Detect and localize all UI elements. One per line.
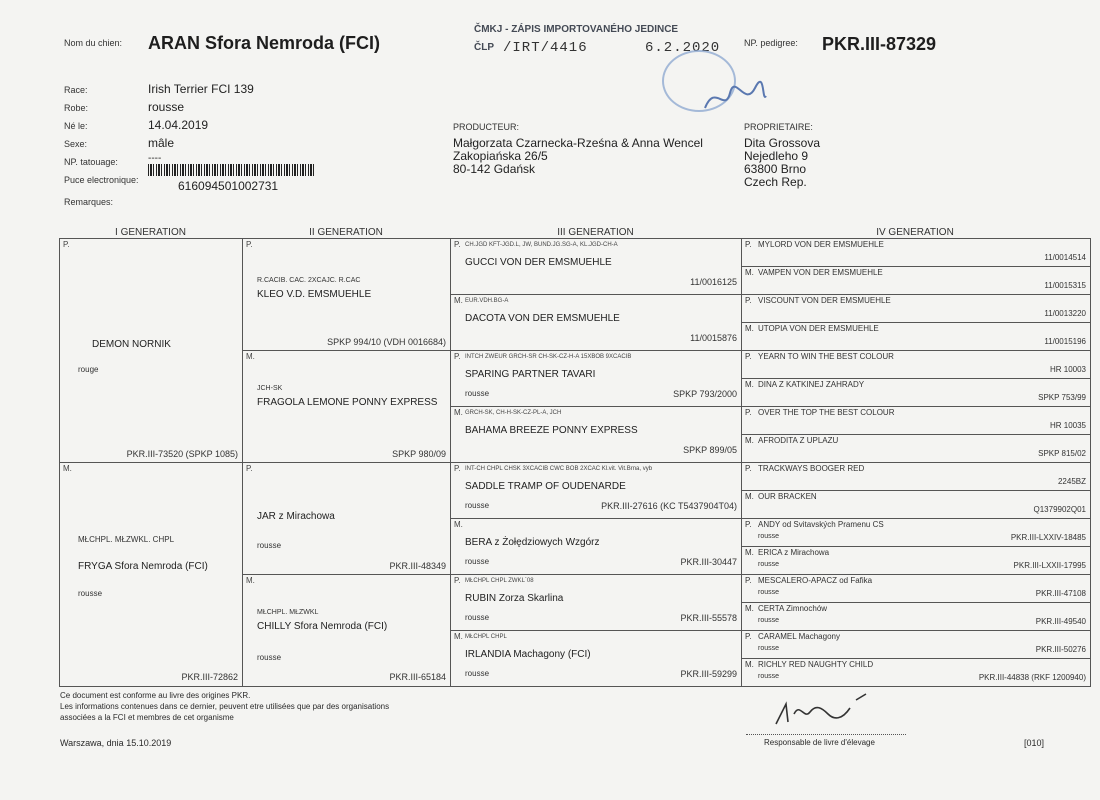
gen3-titles: INTCH ZWEUR GRCH-SR CH-SK-CZ-H-A 15XBOB 9XCACIB — [465, 354, 632, 360]
gen3-tag: M. — [454, 408, 463, 417]
gen4-name: UTOPIA VON DER EMSMUEHLE — [758, 324, 879, 333]
gen3-titles: EUR.VDH.BG-A — [465, 298, 509, 304]
gen3-titles: MŁCHPL CHPL ZWKL`08 — [465, 578, 534, 584]
gen3-color: rousse — [465, 557, 490, 566]
gen4-reg: Q1379902Q01 — [1033, 505, 1086, 514]
gen1-dam-titles: MŁCHPL. MŁZWKL. CHPL — [78, 535, 175, 544]
chip-value: 616094501002731 — [178, 179, 279, 193]
gen1-dam-reg: PKR.III-72862 — [181, 672, 238, 682]
gen3-titles: GRCH-SK, CH-H-SK-CZ-PL-A, JCH — [465, 410, 562, 416]
gen3-titles: INT-CH CHPL CHSK 3XCACIB CWC BOB 2XCAC Kl.vit. Vit.Brna, vyb — [465, 466, 653, 472]
document-code: [010] — [1024, 738, 1045, 748]
gen3-reg: SPKP 899/05 — [683, 445, 737, 455]
gen2-name: CHILLY Sfora Nemroda (FCI) — [257, 621, 388, 632]
gen4-color: rousse — [758, 673, 780, 680]
gen4-name: TRACKWAYS BOOGER RED — [758, 464, 865, 473]
gen4-ancestor — [742, 659, 1090, 686]
owner-line4: Czech Rep. — [744, 175, 807, 189]
gen4-name: CERTA Zimnochów — [758, 604, 828, 613]
barcode-icon — [148, 164, 316, 176]
gen1-dam-color: rousse — [78, 589, 103, 598]
gen3-name: DACOTA VON DER EMSMUEHLE — [465, 313, 620, 324]
gen3-tag: P. — [454, 464, 461, 473]
gen4-tag: P. — [745, 464, 752, 473]
robe-label: Robe: — [64, 103, 89, 113]
generation-header: I GENERATION — [115, 227, 186, 238]
gen3-ancestor — [451, 575, 742, 631]
gen4-tag: P. — [745, 576, 752, 585]
gen2-tag: M. — [246, 352, 255, 361]
gen1-sire — [60, 239, 243, 463]
gen4-ancestor — [742, 379, 1090, 407]
producer-label: PRODUCTEUR: — [453, 122, 520, 132]
generation-header: IV GENERATION — [876, 227, 954, 238]
gen4-tag: P. — [745, 296, 752, 305]
gen2-name: JAR z Mirachowa — [257, 511, 335, 522]
footer-line2: Les informations contenues dans ce dernier, peuvent etre utilisées que par des organisations — [60, 702, 390, 711]
gen3-reg: PKR.III-59299 — [680, 669, 737, 679]
chip-label: Puce electronique: — [64, 175, 139, 185]
gen4-name: MESCALERO-APACZ od Fafika — [758, 576, 873, 585]
gen1-dam-name: FRYGA Sfora Nemroda (FCI) — [78, 561, 208, 572]
gen3-color: rousse — [465, 389, 490, 398]
gen4-ancestor — [742, 323, 1090, 351]
pedigree-label: NP. pedigree: — [744, 38, 798, 48]
import-date: 6.2.2020 — [645, 40, 721, 56]
gen2-titles: JCH-SK — [257, 385, 283, 392]
owner-line2: Nejedleho 9 — [744, 149, 809, 163]
gen3-tag: M. — [454, 296, 463, 305]
gen3-titles: CH.JGD KFT-JGD.L, JW, BUND.JG.SG-A, KL.JGD-CH-A — [465, 242, 618, 248]
gen3-ancestor — [451, 295, 742, 351]
sex-value: mâle — [148, 136, 175, 150]
gen3-ancestor — [451, 463, 742, 519]
gen2-tag: M. — [246, 576, 255, 585]
sex-label: Sexe: — [64, 139, 88, 149]
gen2-titles: R.CACIB. CAC. 2XCAJC. R.CAC — [257, 277, 361, 284]
gen4-reg: PKR.III-LXXIV-18485 — [1010, 533, 1086, 542]
footer-line1: Ce document est conforme au livre des origines PKR. — [60, 691, 251, 700]
gen4-tag: P. — [745, 520, 752, 529]
gen2-tag: P. — [246, 464, 253, 473]
gen3-reg: PKR.III-30447 — [680, 557, 737, 567]
gen4-tag: M. — [745, 604, 754, 613]
gen2-tag: P. — [246, 240, 253, 249]
generation-header: III GENERATION — [557, 227, 634, 238]
gen4-reg: PKR.III-47108 — [1035, 589, 1086, 598]
gen2-reg: PKR.III-65184 — [389, 672, 446, 682]
gen4-color: rousse — [758, 561, 780, 568]
handwritten-signature-icon — [770, 690, 880, 732]
gen4-name: MYLORD VON DER EMSMUEHLE — [758, 240, 884, 249]
gen4-reg: 11/0014514 — [1044, 253, 1086, 262]
gen4-ancestor — [742, 351, 1090, 379]
gen4-ancestor — [742, 631, 1090, 659]
gen4-name: VAMPEN VON DER EMSMUEHLE — [758, 268, 883, 277]
gen4-tag: M. — [745, 548, 754, 557]
gen3-color: rousse — [465, 669, 490, 678]
gen3-name: SPARING PARTNER TAVARI — [465, 369, 596, 380]
gen3-name: GUCCI VON DER EMSMUEHLE — [465, 257, 612, 268]
gen3-reg: PKR.III-55578 — [680, 613, 737, 623]
footer-line3: associées a la FCI et membres de cet organisme — [60, 713, 234, 722]
gen3-name: IRLANDIA Machagony (FCI) — [465, 649, 591, 660]
gen4-reg: PKR.III-50276 — [1035, 645, 1086, 654]
gen4-name: CARAMEL Machagony — [758, 632, 840, 641]
gen2-reg: SPKP 980/09 — [392, 449, 446, 459]
race-value: Irish Terrier FCI 139 — [148, 82, 254, 96]
gen4-tag: M. — [745, 660, 754, 669]
gen4-ancestor — [742, 491, 1090, 519]
gen2-ancestor — [243, 463, 451, 575]
gen3-color: rousse — [465, 613, 490, 622]
gen2-name: FRAGOLA LEMONE PONNY EXPRESS — [257, 397, 438, 408]
place-date: Warszawa, dnia 15.10.2019 — [60, 738, 172, 748]
import-number: /IRT/4416 — [503, 40, 588, 56]
pedigree-table — [59, 238, 1091, 687]
producer-line2: Zakopiańska 26/5 — [453, 149, 548, 163]
gen3-reg: 11/0015876 — [690, 333, 737, 343]
gen4-ancestor — [742, 463, 1090, 491]
gen4-color: rousse — [758, 533, 780, 540]
import-prefix: ČLP — [474, 42, 494, 53]
gen3-color: rousse — [465, 501, 490, 510]
generation-header: II GENERATION — [309, 227, 383, 238]
gen4-ancestor — [742, 519, 1090, 547]
gen4-name: ERICA z Mirachowa — [758, 548, 830, 557]
gen4-tag: M. — [745, 324, 754, 333]
robe-value: rousse — [148, 100, 185, 114]
race-label: Race: — [64, 85, 88, 95]
gen4-ancestor — [742, 239, 1090, 267]
gen4-ancestor — [742, 575, 1090, 603]
owner-line3: 63800 Brno — [744, 162, 807, 176]
gen4-ancestor — [742, 407, 1090, 435]
owner-line1: Dita Grossova — [744, 136, 821, 150]
gen3-name: SADDLE TRAMP OF OUDENARDE — [465, 481, 626, 492]
tattoo-label: NP. tatouage: — [64, 157, 118, 167]
gen4-name: OUR BRACKEN — [758, 492, 817, 501]
gen3-name: RUBIN Zorza Skarlina — [465, 593, 564, 604]
gen4-tag: M. — [745, 380, 754, 389]
gen4-ancestor — [742, 267, 1090, 295]
gen1-sire-name: DEMON NORNIK — [92, 339, 171, 350]
gen3-titles: MŁCHPL CHPL — [465, 634, 507, 640]
producer-line3: 80-142 Gdańsk — [453, 162, 536, 176]
gen4-color: rousse — [758, 589, 780, 596]
remarks-label: Remarques: — [64, 197, 114, 207]
gen3-ancestor — [451, 631, 742, 686]
gen3-reg: 11/0016125 — [690, 277, 737, 287]
born-label: Né le: — [64, 121, 88, 131]
owner-label: PROPRIETAIRE: — [744, 122, 813, 132]
gen4-ancestor — [742, 547, 1090, 575]
gen2-reg: PKR.III-48349 — [389, 561, 446, 571]
born-value: 14.04.2019 — [148, 118, 209, 132]
gen4-name: ANDY od Svitavských Pramenu CS — [758, 520, 884, 529]
gen4-tag: P. — [745, 632, 752, 641]
gen3-tag: P. — [454, 240, 461, 249]
gen4-reg: PKR.III-49540 — [1035, 617, 1086, 626]
gen4-reg: HR 10003 — [1049, 365, 1086, 374]
signature-label: Responsable de livre d'élevage — [764, 738, 875, 747]
gen4-reg: SPKP 753/99 — [1038, 393, 1086, 402]
gen2-reg: SPKP 994/10 (VDH 0016684) — [327, 337, 446, 347]
gen4-reg: 11/0013220 — [1044, 309, 1086, 318]
gen1-tag: P. — [63, 240, 70, 249]
gen2-ancestor — [243, 575, 451, 686]
signature-line — [746, 734, 906, 735]
gen4-reg: SPKP 815/02 — [1038, 449, 1086, 458]
gen4-tag: P. — [745, 408, 752, 417]
pedigree-number: PKR.III-87329 — [822, 34, 937, 54]
gen2-color: rousse — [257, 653, 282, 662]
gen4-name: VISCOUNT VON DER EMSMUEHLE — [758, 296, 891, 305]
import-title: ČMKJ - ZÁPIS IMPORTOVANÉHO JEDINCE — [474, 24, 679, 35]
gen4-tag: M. — [745, 492, 754, 501]
gen4-reg: PKR.III-LXXII-17995 — [1013, 561, 1086, 570]
gen2-name: KLEO V.D. EMSMUEHLE — [257, 289, 372, 300]
signature-icon — [700, 78, 770, 118]
gen3-ancestor — [451, 407, 742, 463]
gen3-tag: M. — [454, 520, 463, 529]
tattoo-value: ---- — [148, 153, 162, 164]
gen4-tag: P. — [745, 240, 752, 249]
gen4-reg: 11/0015196 — [1044, 337, 1086, 346]
gen3-ancestor — [451, 351, 742, 407]
gen3-tag: P. — [454, 352, 461, 361]
gen1-sire-color: rouge — [78, 365, 99, 374]
gen3-ancestor — [451, 239, 742, 295]
gen4-ancestor — [742, 435, 1090, 463]
gen1-sire-reg: PKR.III-73520 (SPKP 1085) — [126, 449, 238, 459]
gen4-name: YEARN TO WIN THE BEST COLOUR — [758, 352, 894, 361]
dog-name-label: Nom du chien: — [64, 38, 123, 48]
gen4-tag: M. — [745, 436, 754, 445]
gen3-name: BAHAMA BREEZE PONNY EXPRESS — [465, 425, 638, 436]
gen3-tag: P. — [454, 576, 461, 585]
gen4-color: rousse — [758, 617, 780, 624]
gen2-ancestor — [243, 351, 451, 463]
gen2-ancestor — [243, 239, 451, 351]
dog-name: ARAN Sfora Nemroda (FCI) — [148, 33, 381, 53]
gen4-tag: P. — [745, 352, 752, 361]
gen4-name: AFRODITA Z UPLAZU — [758, 436, 839, 445]
gen3-reg: SPKP 793/2000 — [673, 389, 737, 399]
gen4-tag: M. — [745, 268, 754, 277]
gen4-reg: HR 10035 — [1049, 421, 1086, 430]
gen3-ancestor — [451, 519, 742, 575]
gen2-color: rousse — [257, 541, 282, 550]
gen1-tag: M. — [63, 464, 72, 473]
producer-line1: Małgorzata Czarnecka-Rześna & Anna Wencel — [453, 136, 703, 150]
gen4-ancestor — [742, 603, 1090, 631]
gen3-tag: M. — [454, 632, 463, 641]
gen3-reg: PKR.III-27616 (KC T5437904T04) — [601, 501, 737, 511]
gen4-name: OVER THE TOP THE BEST COLOUR — [758, 408, 895, 417]
gen1-dam — [60, 463, 243, 686]
gen4-reg: PKR.III-44838 (RKF 1200940) — [978, 673, 1086, 682]
gen4-ancestor — [742, 295, 1090, 323]
gen4-reg: 2245BZ — [1057, 477, 1086, 486]
gen4-name: RICHLY RED NAUGHTY CHILD — [758, 660, 874, 669]
gen4-color: rousse — [758, 645, 780, 652]
gen4-name: DINA Z KATKINEJ ZAHRADY — [758, 380, 865, 389]
gen3-name: BERA z Żołędziowych Wzgórz — [465, 537, 600, 548]
gen4-reg: 11/0015315 — [1044, 281, 1086, 290]
gen2-titles: MŁCHPL. MŁZWKL — [257, 609, 319, 616]
